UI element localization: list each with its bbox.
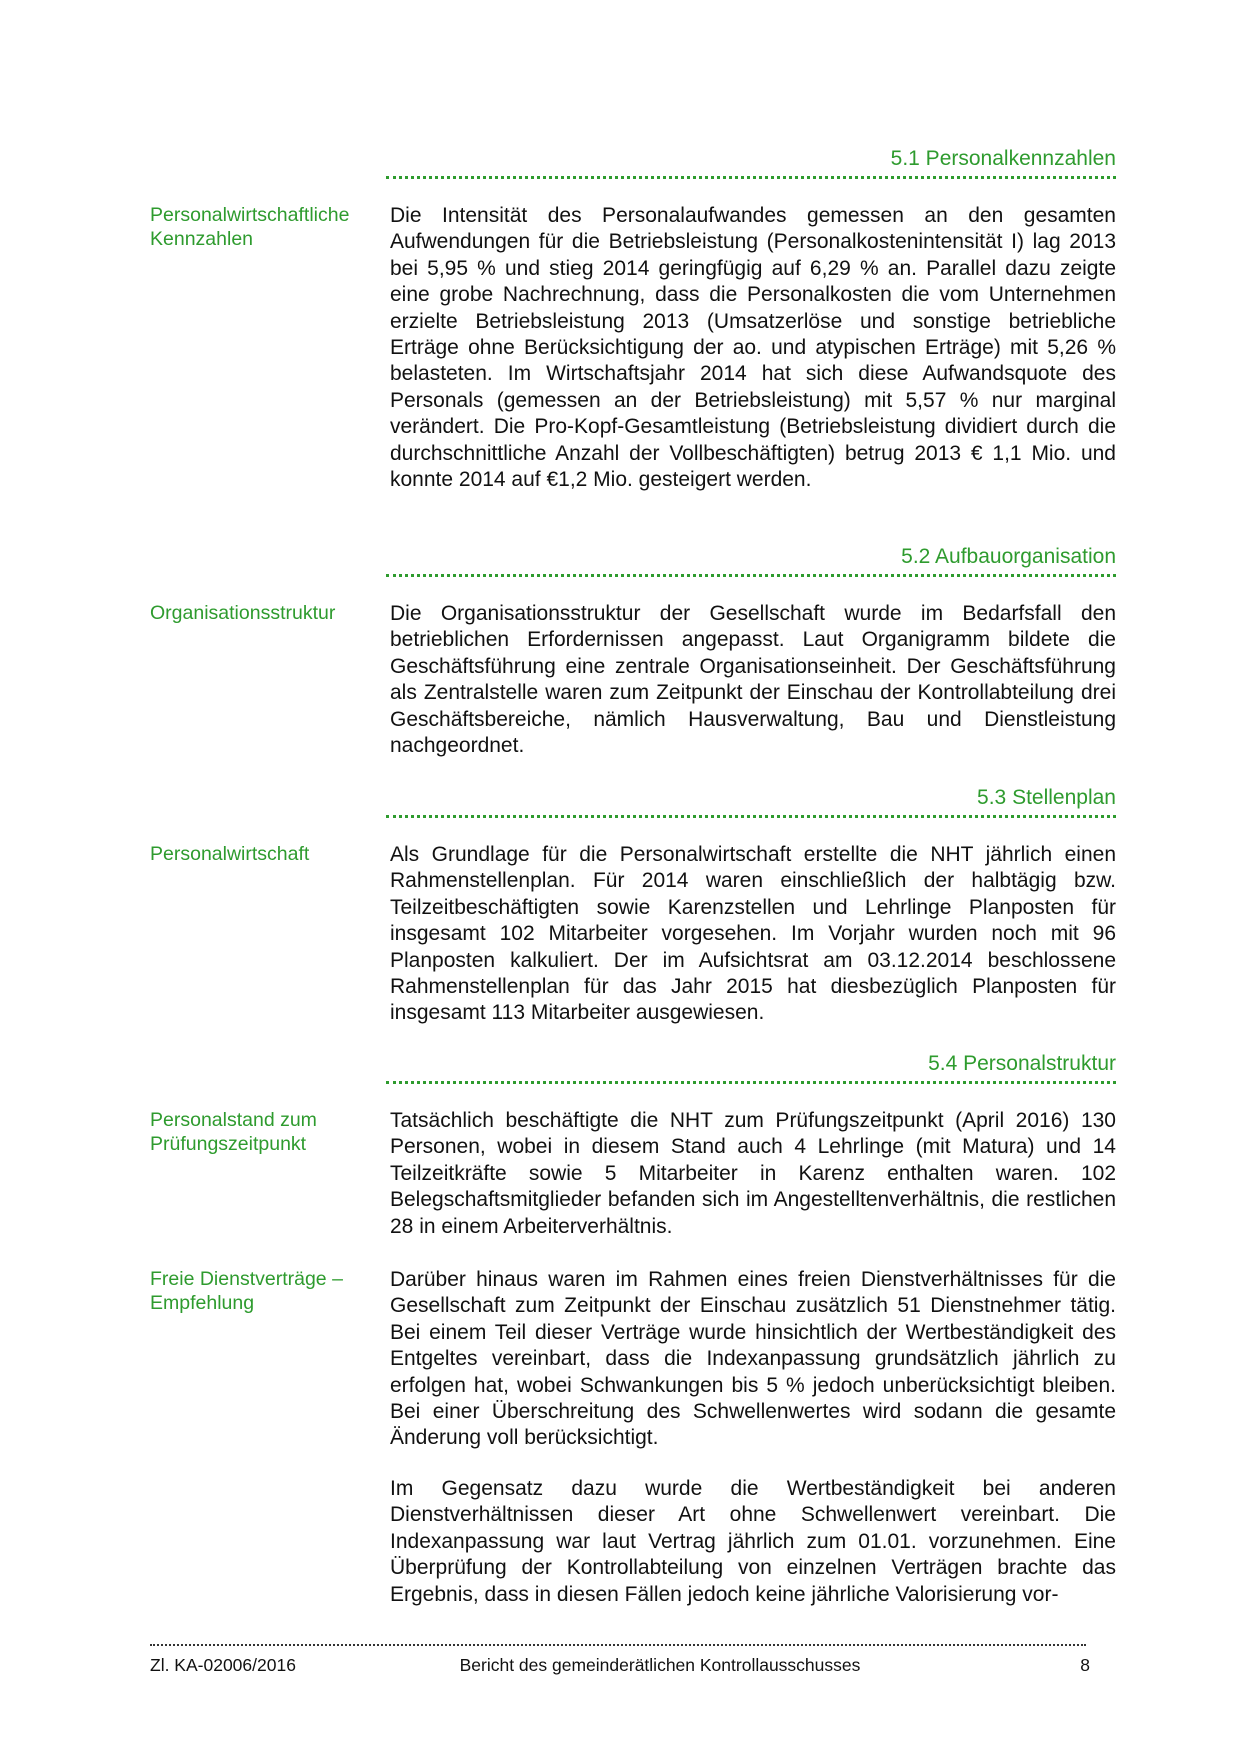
section-heading-5-1: 5.1 Personalkennzahlen: [890, 147, 1116, 170]
margin-label: Personalwirtschaft: [150, 843, 310, 865]
body-paragraph: Darüber hinaus waren im Rahmen eines freien Dienstverhältnisses für die Gesellschaft zum Zeitpunkt der Einschau zusätzlich 51 Dienstnehmer tätig. Bei einem Teil dieser Verträge wurde hinsichtlich der Wertbeständigkeit des Entgeltes vereinbart, dass die Indexanpassung grundsätzlich jährlich zu erfolgen hat, wobei Schwankungen bis 5 % jedoch unberücksichtigt bleiben. Bei einer Überschreitung des Schwellenwertes wird sodann die gesamte Änderung voll berücksichtigt.: [390, 1268, 1116, 1450]
footer-title: Bericht des gemeinderätlichen Kontrollausschusses: [459, 1655, 861, 1675]
margin-label: Personalwirtschaftliche Kennzahlen: [150, 204, 350, 250]
section-divider: [386, 176, 1116, 179]
body-paragraph: Im Gegensatz dazu wurde die Wertbeständigkeit bei anderen Dienstverhältnissen dieser Art ohne Schwellenwert vereinbart. Die Indexanpassung war laut Vertrag jährlich zum 01.01. vorzunehmen. Eine Überprüfung der Kontrollabteilung von einzelnen Verträgen brachte das Ergebnis, dass in diesen Fällen jedoch keine jährliche Valorisierung vor-: [390, 1477, 1116, 1606]
body-paragraph: Die Organisationsstruktur der Gesellschaft wurde im Bedarfsfall den betrieblichen Erfordernissen angepasst. Laut Organigramm bildete die Geschäftsführung eine zentrale Organisationseinheit. Der Geschäftsführung als Zentralstelle waren zum Zeitpunkt der Einschau der Kontrollabteilung drei Geschäftsbereiche, nämlich Hausverwaltung, Bau und Dienstleistung nachgeordnet.: [390, 602, 1116, 758]
footer-divider: [150, 1644, 1086, 1646]
footer-reference: Zl. KA-02006/2016: [150, 1655, 296, 1675]
section-heading-5-2: 5.2 Aufbauorganisation: [901, 545, 1116, 568]
page-number: 8: [1080, 1655, 1090, 1675]
margin-label: Freie Dienstverträge – Empfehlung: [150, 1268, 343, 1314]
section-heading-5-3: 5.3 Stellenplan: [977, 786, 1116, 809]
section-divider: [386, 815, 1116, 818]
section-heading-5-4: 5.4 Personalstruktur: [928, 1052, 1116, 1075]
margin-label: Personalstand zum Prüfungszeitpunkt: [150, 1109, 317, 1155]
body-paragraph: Als Grundlage für die Personalwirtschaft erstellte die NHT jährlich einen Rahmenstellenplan. Für 2014 waren einschließlich der halbtägig bzw. Teilzeitbeschäftigten sowie Karenzstellen und Lehrlinge Planposten für insgesamt 102 Mitarbeiter vorgesehen. Im Vorjahr wurden noch mit 96 Planposten kalkuliert. Der im Aufsichtsrat am 03.12.2014 beschlossene Rahmenstellenplan für das Jahr 2015 hat diesbezüglich Planposten für insgesamt 113 Mitarbeiter ausgewiesen.: [390, 843, 1116, 1025]
body-paragraph: Tatsächlich beschäftigte die NHT zum Prüfungszeitpunkt (April 2016) 130 Personen, wobei in diesem Stand auch 4 Lehrlinge (mit Matura) und 14 Teilzeitkräfte sowie 5 Mitarbeiter in Karenz enthalten waren. 102 Belegschaftsmitglieder befanden sich im Angestelltenverhältnis, die restlichen 28 in einem Arbeiterverhältnis.: [390, 1109, 1116, 1238]
margin-label: Organisationsstruktur: [150, 602, 336, 624]
body-paragraph: Die Intensität des Personalaufwandes gemessen an den gesamten Aufwendungen für die Betriebsleistung (Personalkostenintensität I) lag 2013 bei 5,95 % und stieg 2014 geringfügig auf 6,29 % an. Parallel dazu zeigte eine grobe Nachrechnung, dass die Personalkosten die vom Unternehmen erzielte Betriebsleistung 2013 (Umsatzerlöse und sonstige betriebliche Erträge ohne Berücksichtigung der ao. und atypischen Erträge) mit 5,26 % belasteten. Im Wirtschaftsjahr 2014 hat sich diese Aufwandsquote des Personals (gemessen an der Betriebsleistung) mit 5,57 % nur marginal verändert. Die Pro-Kopf-Gesamtleistung (Betriebsleistung dividiert durch die durchschnittliche Anzahl der Vollbeschäftigten) betrug 2013 € 1,1 Mio. und konnte 2014 auf €1,2 Mio. gesteigert werden.: [390, 204, 1116, 492]
section-divider: [386, 1081, 1116, 1084]
section-divider: [386, 574, 1116, 577]
